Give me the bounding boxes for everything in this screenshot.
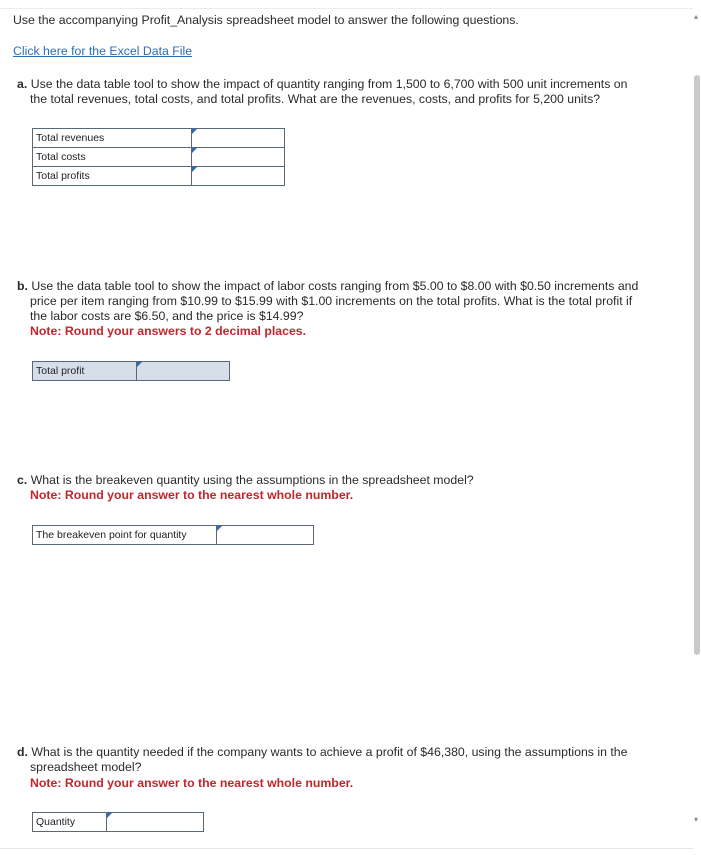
- bottom-divider: [0, 848, 701, 849]
- part-b-letter: b.: [17, 279, 28, 293]
- part-b-line2: price per item ranging from $10.99 to $15.99 with $1.00 increments on the total profits. What is the total profit if: [30, 294, 633, 308]
- part-b-line1: Use the data table tool to show the impact of labor costs ranging from $5.00 to $8.00 with $0.50 increments and: [31, 279, 639, 293]
- total-profit-input[interactable]: [137, 362, 229, 380]
- total-revenues-cell: [192, 129, 285, 148]
- part-c-answer-table: [32, 525, 314, 545]
- part-c-letter: c.: [17, 473, 28, 487]
- total-revenues-input[interactable]: [192, 129, 284, 147]
- table-row: [33, 129, 285, 148]
- top-divider: [0, 8, 701, 9]
- scroll-up-icon[interactable]: ▴: [694, 12, 699, 21]
- quantity-label: Quantity: [33, 813, 107, 832]
- total-profit-cell: [137, 362, 230, 381]
- part-d-line2: spreadsheet model?: [30, 760, 142, 774]
- part-b-question: [17, 279, 638, 294]
- part-d-letter: d.: [17, 745, 28, 759]
- breakeven-cell: [217, 526, 314, 545]
- total-profit-label: Total profit: [33, 362, 137, 381]
- part-c-note: Note: Round your answer to the nearest whole number.: [30, 488, 354, 502]
- breakeven-label: The breakeven point for quantity: [33, 526, 217, 545]
- total-costs-cell: [192, 148, 285, 167]
- part-a-line1: Use the data table tool to show the impact of quantity ranging from 1,500 to 6,700 with 500 unit increments on: [30, 77, 628, 91]
- total-profits-cell: [192, 167, 285, 186]
- total-costs-label: Total costs: [33, 148, 192, 167]
- part-d-answer-table: [32, 812, 204, 832]
- part-d-line1: What is the quantity needed if the company wants to achieve a profit of $46,380, using the assumptions in the: [31, 745, 628, 759]
- breakeven-input[interactable]: [217, 526, 313, 544]
- part-a-letter: a.: [17, 77, 28, 91]
- part-d-question: [17, 745, 627, 760]
- part-b-line3: the labor costs are $6.50, and the price is $14.99?: [30, 309, 304, 323]
- quantity-cell: [107, 813, 204, 832]
- intro-text: Use the accompanying Profit_Analysis spreadsheet model to answer the following questions.: [13, 13, 519, 27]
- total-profits-label: Total profits: [33, 167, 192, 186]
- total-revenues-label: Total revenues: [33, 129, 192, 148]
- part-a-answer-table: [32, 128, 285, 186]
- part-c-question: [17, 473, 474, 488]
- scrollbar-thumb[interactable]: [694, 75, 700, 655]
- total-profits-input[interactable]: [192, 167, 284, 185]
- part-c-line1: What is the breakeven quantity using the assumptions in the spreadsheet model?: [30, 473, 474, 487]
- total-costs-input[interactable]: [192, 148, 284, 166]
- table-row: [33, 362, 230, 381]
- table-row: [33, 813, 204, 832]
- table-row: [33, 526, 314, 545]
- part-a-question: [17, 77, 627, 92]
- table-row: [33, 148, 285, 167]
- table-row: [33, 167, 285, 186]
- part-b-answer-table: [32, 361, 230, 381]
- part-b-note: Note: Round your answers to 2 decimal places.: [30, 324, 307, 338]
- part-a-line2: the total revenues, total costs, and total profits. What are the revenues, costs, and profits for 5,200 units?: [30, 92, 601, 106]
- scroll-down-icon[interactable]: ▾: [694, 815, 699, 824]
- part-d-note: Note: Round your answer to the nearest whole number.: [30, 776, 354, 790]
- quantity-input[interactable]: [107, 813, 203, 831]
- excel-data-file-link[interactable]: Click here for the Excel Data File: [13, 44, 193, 58]
